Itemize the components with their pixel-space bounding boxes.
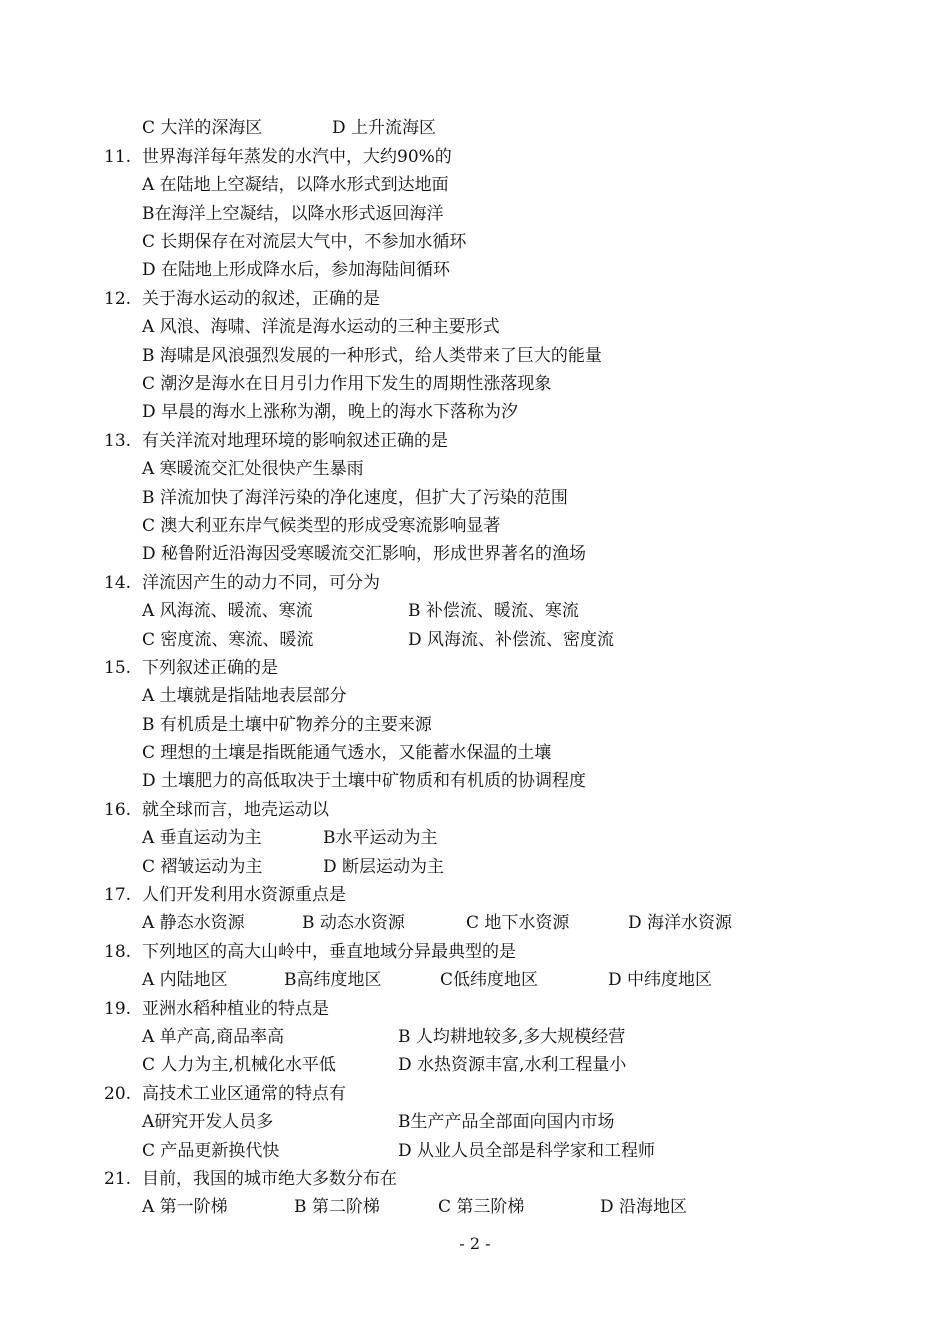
question-stem: 有关洋流对地理环境的影响叙述正确的是: [142, 431, 448, 451]
question-number: 13.: [104, 431, 132, 451]
option-b: B 有机质是土壤中矿物养分的主要来源: [142, 715, 432, 735]
question-stem: 就全球而言，地壳运动以: [142, 800, 329, 820]
option-d: D 断层运动为主: [323, 857, 445, 877]
option-a: A 垂直运动为主: [142, 828, 262, 848]
option-d: D 水热资源丰富,水利工程量小: [398, 1055, 627, 1075]
option-c: C 地下水资源: [466, 913, 570, 933]
question-stem: 下列地区的高大山岭中，垂直地域分异最典型的是: [142, 942, 516, 962]
option-c: C 密度流、寒流、暖流: [142, 630, 314, 650]
question-stem: 目前，我国的城市绝大多数分布在: [142, 1169, 397, 1189]
question-number: 16.: [104, 800, 132, 820]
option-d: D 风海流、补偿流、密度流: [408, 630, 615, 650]
option-a: A 在陆地上空凝结，以降水形式到达地面: [142, 175, 449, 195]
option-b: B 补偿流、暖流、寒流: [408, 601, 579, 621]
option-b: B水平运动为主: [323, 828, 438, 848]
question-number: 15.: [104, 658, 132, 678]
option-a: A研究开发人员多: [142, 1112, 274, 1132]
question-number: 19.: [104, 999, 132, 1019]
option-a: A 内陆地区: [142, 970, 228, 990]
option-c: C 人力为主,机械化水平低: [142, 1055, 336, 1075]
question-stem: 亚洲水稻种植业的特点是: [142, 999, 329, 1019]
option-d: D 秘鲁附近沿海因受寒暖流交汇影响，形成世界著名的渔场: [142, 544, 587, 564]
option-c: C 褶皱运动为主: [142, 857, 263, 877]
option-a: A 土壤就是指陆地表层部分: [142, 686, 347, 706]
option-b: B 第二阶梯: [294, 1197, 380, 1217]
option-a: A 单产高,商品率高: [142, 1027, 285, 1047]
option-d: D 在陆地上形成降水后，参加海陆间循环: [142, 260, 451, 280]
option-b: B高纬度地区: [284, 970, 382, 990]
question-stem: 高技术工业区通常的特点有: [142, 1084, 346, 1104]
option-c: C 产品更新换代快: [142, 1141, 280, 1161]
question-stem: 下列叙述正确的是: [142, 658, 278, 678]
option-b: B 海啸是风浪强烈发展的一种形式，给人类带来了巨大的能量: [142, 346, 602, 366]
question-number: 17.: [104, 885, 132, 905]
option-b: B 人均耕地较多,多大规模经营: [398, 1027, 626, 1047]
option-c: C 理想的土壤是指既能通气透水，又能蓄水保温的土壤: [142, 743, 552, 763]
option-c: C 长期保存在对流层大气中，不参加水循环: [142, 232, 467, 252]
question-number: 12.: [104, 289, 132, 309]
question-number: 11.: [104, 147, 132, 167]
option-a: A 第一阶梯: [142, 1197, 228, 1217]
question-number: 18.: [104, 942, 132, 962]
question-number: 14.: [104, 573, 132, 593]
option-b: B在海洋上空凝结，以降水形式返回海洋: [142, 204, 444, 224]
question-stem: 人们开发利用水资源重点是: [142, 885, 346, 905]
page-number: - 2 -: [459, 1234, 491, 1253]
option-a: A 静态水资源: [142, 913, 245, 933]
option-d: D 沿海地区: [600, 1197, 688, 1217]
option-d: D 土壤肥力的高低取决于土壤中矿物质和有机质的协调程度: [142, 771, 587, 791]
option-b: B生产产品全部面向国内市场: [398, 1112, 615, 1132]
option-b: B 洋流加快了海洋污染的净化速度，但扩大了污染的范围: [142, 488, 568, 508]
option-b: B 动态水资源: [302, 913, 405, 933]
question-number: 20.: [104, 1084, 132, 1104]
q10-option-c: C 大洋的深海区: [142, 118, 263, 138]
question-stem: 洋流因产生的动力不同，可分为: [142, 573, 380, 593]
option-c: C 澳大利亚东岸气候类型的形成受寒流影响显著: [142, 516, 501, 536]
option-c: C低纬度地区: [440, 970, 539, 990]
option-c: C 潮汐是海水在日月引力作用下发生的周期性涨落现象: [142, 374, 552, 394]
option-d: D 从业人员全部是科学家和工程师: [398, 1141, 656, 1161]
option-d: D 海洋水资源: [628, 913, 733, 933]
option-a: A 风浪、海啸、洋流是海水运动的三种主要形式: [142, 317, 500, 337]
question-number: 21.: [104, 1169, 132, 1189]
option-d: D 中纬度地区: [608, 970, 713, 990]
option-c: C 第三阶梯: [438, 1197, 525, 1217]
option-a: A 风海流、暖流、寒流: [142, 601, 313, 621]
question-stem: 关于海水运动的叙述，正确的是: [142, 289, 380, 309]
q10-option-d: D 上升流海区: [332, 118, 437, 138]
option-a: A 寒暖流交汇处很快产生暴雨: [142, 459, 364, 479]
question-stem: 世界海洋每年蒸发的水汽中，大约90%的: [142, 147, 452, 167]
option-d: D 早晨的海水上涨称为潮，晚上的海水下落称为汐: [142, 402, 519, 422]
